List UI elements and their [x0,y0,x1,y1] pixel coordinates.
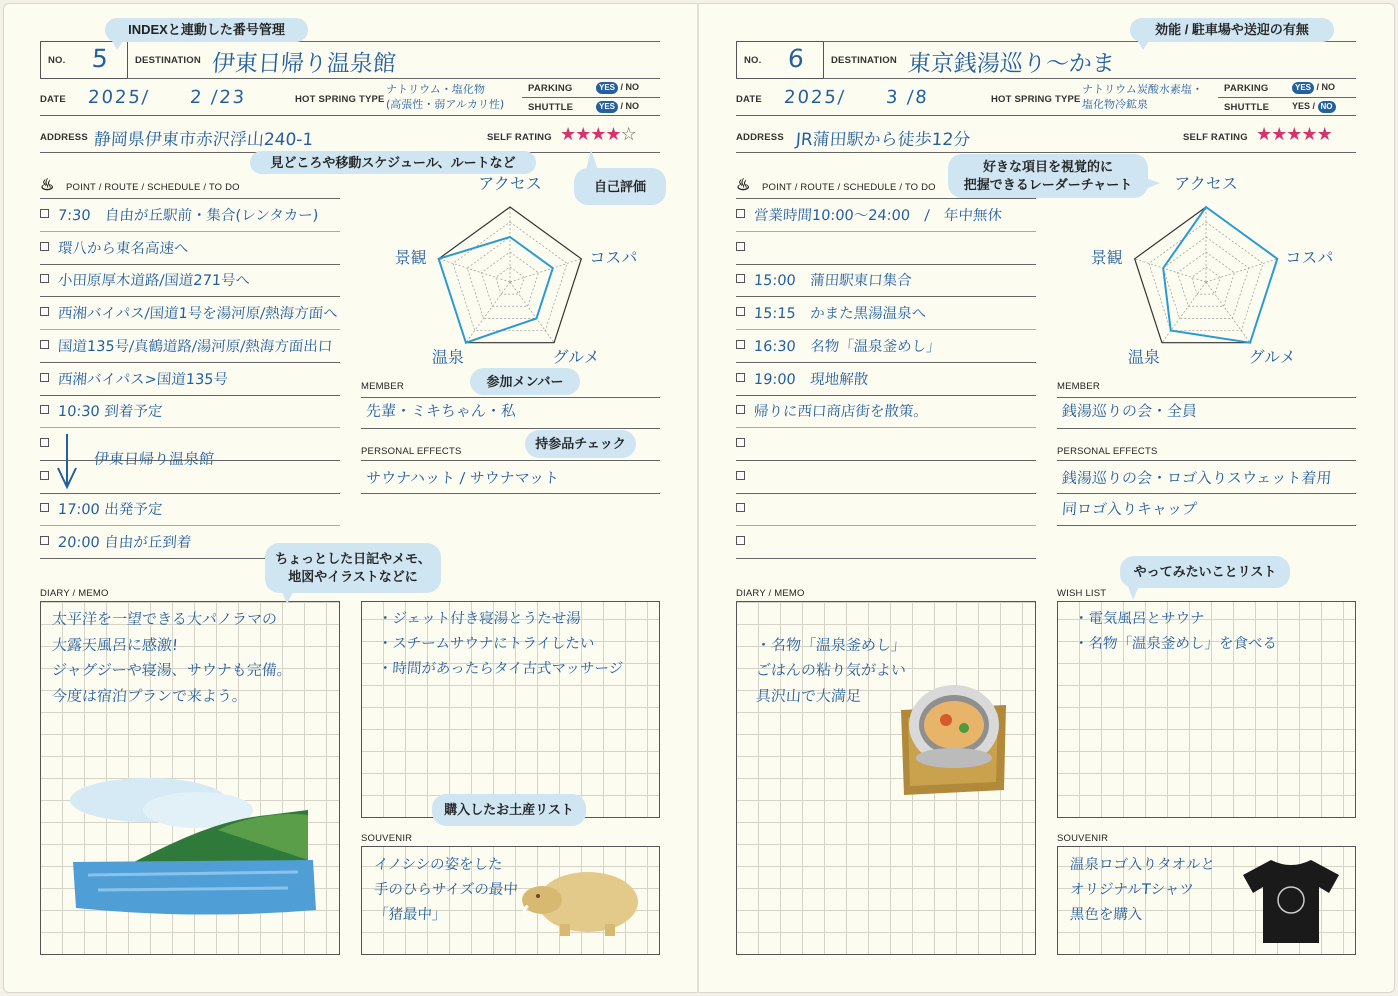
self-rating-stars[interactable] [560,124,636,145]
callout-souvenir [432,794,586,826]
radar-axis [510,282,554,343]
self-rating-label: SELF RATING [487,132,552,143]
todo-checkbox[interactable] [736,503,745,512]
callout-tail [1128,586,1139,600]
entry-number: 5 [90,44,109,73]
kamameshi-illustration [896,680,1011,805]
radar-axis-label: グルメ [1248,347,1296,367]
todo-checkbox[interactable] [736,307,745,316]
hot-spring-type-line: ナトリウム炭酸水素塩・ [1081,83,1204,96]
callout-index [105,18,308,42]
hot-spring-type-label: HOT SPRING TYPE [295,94,385,105]
todo-checkbox[interactable] [736,274,745,283]
member-label: MEMBER [1057,381,1100,392]
todo-checkbox[interactable] [40,307,49,316]
member-value: 銭湯巡りの会・全員 [1061,402,1198,420]
personal-effect-item: サウナハット / サウナマット [365,469,560,487]
personal-effect-item: 銭湯巡りの会・ロゴ入りスウェット着用 [1061,469,1333,487]
point-route-label: POINT / ROUTE / SCHEDULE / TO DO [762,182,936,193]
todo-checkbox[interactable] [736,340,745,349]
address-value: JR蒲田駅から徒歩12分 [795,130,971,150]
star-filled-icon[interactable]: ★ [590,124,606,144]
diary-line: ジャグジーや寝湯、サウナも完備。 [51,661,293,679]
hot-spring-type-line: ナトリウム・塩化物 [385,83,486,96]
todo-checkbox[interactable] [40,373,49,382]
radar-axis [439,259,510,282]
parking-label: PARKING [528,83,573,94]
callout-text: 地図やイラストなどに [288,569,418,584]
radar-axis-label: 景観 [1090,247,1123,267]
address-label: ADDRESS [40,132,88,143]
parking-no-option[interactable]: NO [1321,82,1336,92]
radar-axis-label: アクセス [1174,174,1238,193]
radar-value-polygon [1163,207,1277,343]
personal-effect-item: 同ロゴ入りキャップ [1061,500,1198,518]
radar-axis-label: 温泉 [431,347,464,367]
radar-axis [1206,282,1250,343]
member-label: MEMBER [361,381,404,392]
schedule-item: 19:00 現地解散 [753,371,869,388]
todo-checkbox[interactable] [40,471,49,480]
address-label: ADDRESS [736,132,784,143]
wish-item: ・スチームサウナにトライしたい [377,636,595,652]
schedule-item: 15:15 かまた黒湯温泉へ [753,306,927,323]
star-filled-icon[interactable]: ★ [1316,124,1332,144]
star-filled-icon[interactable]: ★ [560,124,576,144]
destination-label: DESTINATION [831,55,897,66]
todo-checkbox[interactable] [40,503,49,512]
diary-line: 今度は宿泊プランで来よう。 [51,686,248,705]
radar-axis-label: コスパ [589,247,638,267]
entry-number: 6 [786,44,805,73]
shuttle-options[interactable]: YES / NO [1292,101,1336,113]
schedule-item: 16:30 名物「温泉釜めし」 [753,338,942,355]
callout-text: 参加メンバー [486,373,564,389]
parking-label: PARKING [1224,83,1269,94]
todo-checkbox[interactable] [736,242,745,251]
souvenir-line: イノシシの姿をした [373,857,504,873]
destination-label: DESTINATION [135,55,201,66]
radar-axis [1206,259,1277,282]
wish-item: ・ジェット付き寝湯とうたせ湯 [377,611,582,627]
parking-options[interactable]: YES / NO [1292,82,1335,94]
callout-tail [586,150,598,170]
wish-item: ・時間があったらタイ古式マッサージ [377,661,624,677]
todo-checkbox[interactable] [736,405,745,414]
date-year: 2025/ [783,87,847,108]
self-rating-stars[interactable] [1256,124,1332,145]
callout-member [470,368,580,395]
souvenir-line: 温泉ロゴ入りタオルと [1069,857,1216,873]
callout-text: 好きな項目を視覚的に [982,159,1113,174]
star-filled-icon[interactable]: ★ [1256,124,1272,144]
star-empty-icon[interactable]: ☆ [620,124,636,144]
no-label: NO. [744,55,762,66]
shuttle-yes-option[interactable]: YES [1292,101,1311,111]
radar-value-polygon [439,237,553,343]
todo-checkbox[interactable] [40,405,49,414]
shuttle-label: SHUTTLE [528,102,574,113]
shuttle-options[interactable]: YES / NO [596,101,639,113]
hot-spring-type-line: 塩化物冷鉱泉 [1081,98,1149,111]
callout-diary [265,543,441,593]
diary-line: ごはんの粘り気がよい [755,661,907,679]
star-filled-icon[interactable]: ★ [575,124,591,144]
todo-checkbox[interactable] [40,340,49,349]
todo-checkbox[interactable] [40,209,49,218]
todo-checkbox[interactable] [736,536,745,545]
callout-text: 購入したお土産リスト [444,802,574,817]
star-filled-icon[interactable]: ★ [1271,124,1287,144]
parking-no-option[interactable]: NO [625,82,640,92]
schedule-item: 国道135号/真鶴道路/湯河原/熱海方面出口 [57,338,333,355]
schedule-item: 環八から東名高速へ [57,240,189,257]
star-filled-icon[interactable]: ★ [1301,124,1317,144]
radar-axis-label: 景観 [394,247,427,267]
destination-value: 伊東日帰り温泉館 [210,51,397,77]
diary-line: 太平洋を一望できる大パノラマの [51,610,278,628]
schedule-item: 20:00 自由が丘到着 [57,535,192,551]
radar-axis-label: グルメ [552,347,600,367]
radar-chart [1090,174,1346,375]
star-filled-icon[interactable]: ★ [605,124,621,144]
todo-checkbox[interactable] [736,471,745,480]
callout-text: 自己評価 [593,178,646,194]
souvenir-line: 手のひらサイズの最中 [373,882,519,898]
parking-options[interactable]: YES / NO [596,82,639,94]
parking-yes-option[interactable]: YES [596,82,618,94]
self-rating-label: SELF RATING [1183,132,1248,143]
callout-text: 効能 / 駐車場や送迎の有無 [1155,22,1309,37]
radar-axis-label: コスパ [1285,247,1334,267]
todo-checkbox[interactable] [736,209,745,218]
wish-list-label: WISH LIST [1057,588,1107,599]
date-year: 2025/ [87,87,151,108]
radar-axis [466,282,510,343]
todo-checkbox[interactable] [40,274,49,283]
callout-route [250,151,536,174]
personal-effects-label: PERSONAL EFFECTS [361,446,462,457]
schedule-item: 帰りに西口商店街を散策。 [753,404,929,421]
date-label: DATE [736,94,762,105]
schedule-item: 7:30 自由が丘駅前・集合(レンタカー) [57,208,319,224]
schedule-note: 伊東日帰り温泉館 [93,450,215,468]
todo-checkbox[interactable] [40,242,49,251]
schedule-item: 15:00 蒲田駅東口集合 [753,273,913,290]
todo-checkbox[interactable] [736,373,745,382]
star-filled-icon[interactable]: ★ [1286,124,1302,144]
wish-item: ・名物「温泉釜めし」を食べる [1073,636,1278,652]
shuttle-label: SHUTTLE [1224,102,1270,113]
address-value: 静岡県伊東市赤沢浮山240-1 [93,130,314,150]
callout-rating [574,168,666,205]
hot-spring-icon: ♨ [40,177,55,194]
seascape-illustration [68,770,318,920]
wish-item: ・電気風呂とサウナ [1073,611,1205,627]
schedule-item: 10:30 到着予定 [57,404,163,421]
callout-wish [1120,556,1290,588]
souvenir-line: 黒色を購入 [1069,907,1143,923]
schedule-item: 西湘バイパス/国道1号を湯河原/熱海方面へ [57,306,339,323]
schedule-item: 西湘バイパス>国道135号 [57,371,229,388]
diary-line: 具沢山で大満足 [755,686,862,705]
callout-text: ちょっとした日記やメモ、 [275,551,431,566]
tshirt-illustration [1241,855,1341,945]
shuttle-no-option[interactable]: NO [1318,101,1336,113]
callout-effects [525,430,636,458]
radar-axis-label: アクセス [478,174,542,193]
callout-radar [948,154,1148,198]
callout-tail [112,41,123,50]
callout-text: 見どころや移動スケジュール、ルートなど [270,154,516,170]
boar-monaka-illustration [520,862,645,942]
member-value: 先輩・ミキちゃん・私 [365,402,517,420]
hot-spring-type-label: HOT SPRING TYPE [991,94,1081,105]
diary-label: DIARY / MEMO [40,588,109,599]
callout-tail [1138,41,1149,50]
hot-spring-type-line: (高張性・弱アルカリ性) [385,98,505,111]
callout-text: 把握できるレーダーチャート [963,177,1133,192]
souvenir-label: SOUVENIR [361,833,413,844]
destination-value: 東京銭湯巡り〜かま [906,51,1116,77]
callout-efficacy [1130,18,1334,42]
journal-page-6 [696,0,1394,996]
schedule-item: 営業時間10:00〜24:00 / 年中無休 [753,208,1003,224]
shuttle-yes-option[interactable]: YES [596,101,618,113]
callout-tail [1146,178,1160,189]
date-month-day: 2 /23 [189,87,247,108]
hot-spring-icon: ♨ [736,177,751,194]
callout-text: やってみたいことリスト [1133,564,1277,579]
callout-text: INDEXと連動した番号管理 [128,22,285,37]
down-arrow-icon [56,432,78,490]
radar-axis-label: 温泉 [1127,347,1160,367]
todo-checkbox[interactable] [736,438,745,447]
diary-line: 大露天風呂に感激! [51,635,179,654]
date-month-day: 3 /8 [885,87,930,108]
date-label: DATE [40,94,66,105]
no-label: NO. [48,55,66,66]
personal-effects-label: PERSONAL EFFECTS [1057,446,1158,457]
radar-chart [394,174,650,375]
todo-checkbox[interactable] [40,438,49,447]
todo-checkbox[interactable] [40,536,49,545]
point-route-label: POINT / ROUTE / SCHEDULE / TO DO [66,182,240,193]
schedule-item: 17:00 出発予定 [57,502,163,519]
diary-line: ・名物「温泉釜めし」 [755,635,907,654]
souvenir-line: 「猪最中」 [373,907,447,923]
callout-tail [282,592,293,604]
shuttle-no-option[interactable]: NO [625,101,640,111]
callout-text: 持参品チェック [535,436,626,451]
parking-yes-option[interactable]: YES [1292,82,1314,94]
radar-axis [1135,259,1206,282]
souvenir-line: オリジナルTシャツ [1069,882,1195,898]
souvenir-label: SOUVENIR [1057,833,1109,844]
schedule-item: 小田原厚木道路/国道271号へ [57,273,251,290]
diary-label: DIARY / MEMO [736,588,805,599]
